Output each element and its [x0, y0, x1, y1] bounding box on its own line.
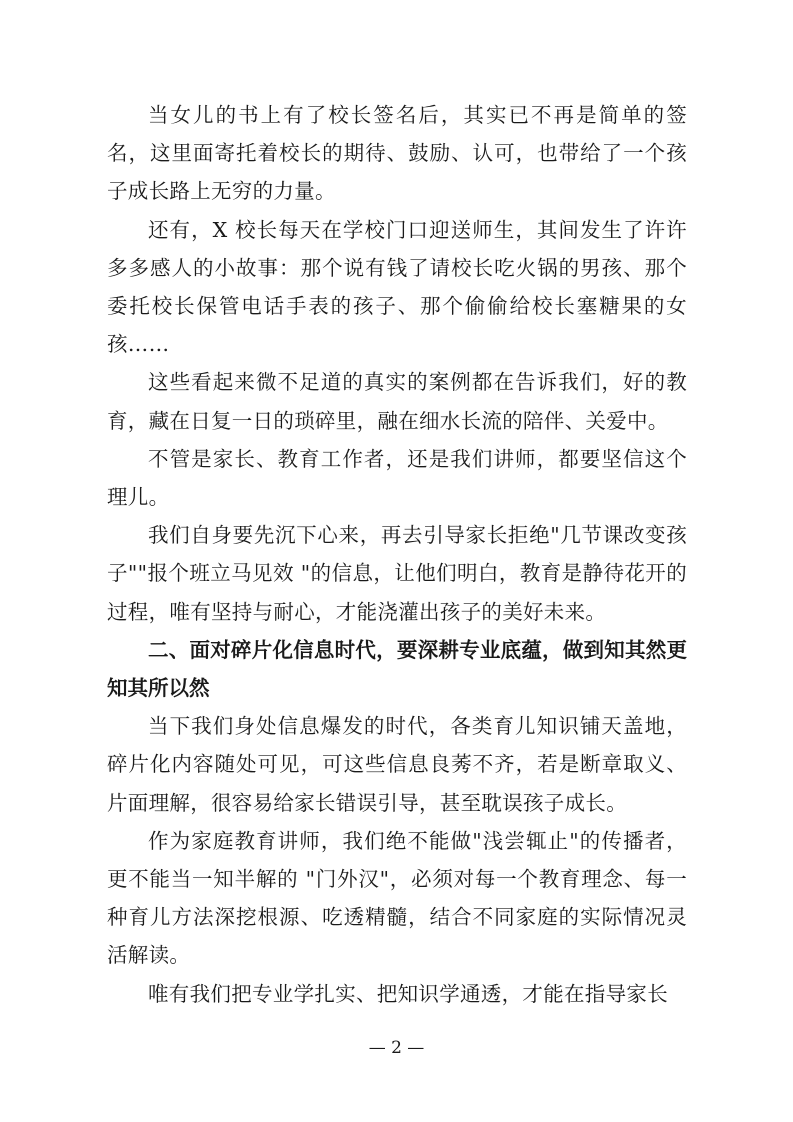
- paragraph: 还有，X 校长每天在学校门口迎送师生，其间发生了许许多多感人的小故事：那个说有钱了请校长吃火锅的男孩、那个委托校长保管电话手表的孩子、那个偷偷给校长塞糖果的女孩……: [107, 217, 687, 357]
- paragraph: 作为家庭教育讲师，我们绝不能做"浅尝辄止"的传播者，更不能当一知半解的 "门外汉"，必须对每一个教育理念、每一种育儿方法深挖根源、吃透精髓，结合不同家庭的实际情况灵活解读。: [107, 828, 687, 968]
- paragraph: 不管是家长、教育工作者，还是我们讲师，都要坚信这个理儿。: [107, 446, 687, 510]
- document-body: [107, 96, 687, 1013]
- paragraph: 唯有我们把专业学扎实、把知识学通透，才能在指导家长: [148, 981, 668, 1006]
- paragraph: 当下我们身处信息爆发的时代，各类育儿知识铺天盖地，碎片化内容随处可见，可这些信息良莠不齐，若是断章取义、片面理解，很容易给家长错误引导，甚至耽误孩子成长。: [107, 714, 687, 815]
- paragraph: 我们自身要先沉下心来，再去引导家长拒绝"几节课改变孩子""报个班立马见效 "的信息，让他们明白，教育是静待花开的过程，唯有坚持与耐心，才能浇灌出孩子的美好未来。: [107, 523, 687, 624]
- page-number: — 2 —: [368, 1038, 425, 1058]
- section-heading: 二、面对碎片化信息时代，要深耕专业底蕴，做到知其然更知其所以然: [107, 637, 687, 701]
- paragraph: 当女儿的书上有了校长签名后，其实已不再是简单的签名，这里面寄托着校长的期待、鼓励、认可，也带给了一个孩子成长路上无穷的力量。: [107, 103, 687, 204]
- paragraph: 这些看起来微不足道的真实的案例都在告诉我们，好的教育，藏在日复一日的琐碎里，融在细水长流的陪伴、关爱中。: [107, 370, 687, 433]
